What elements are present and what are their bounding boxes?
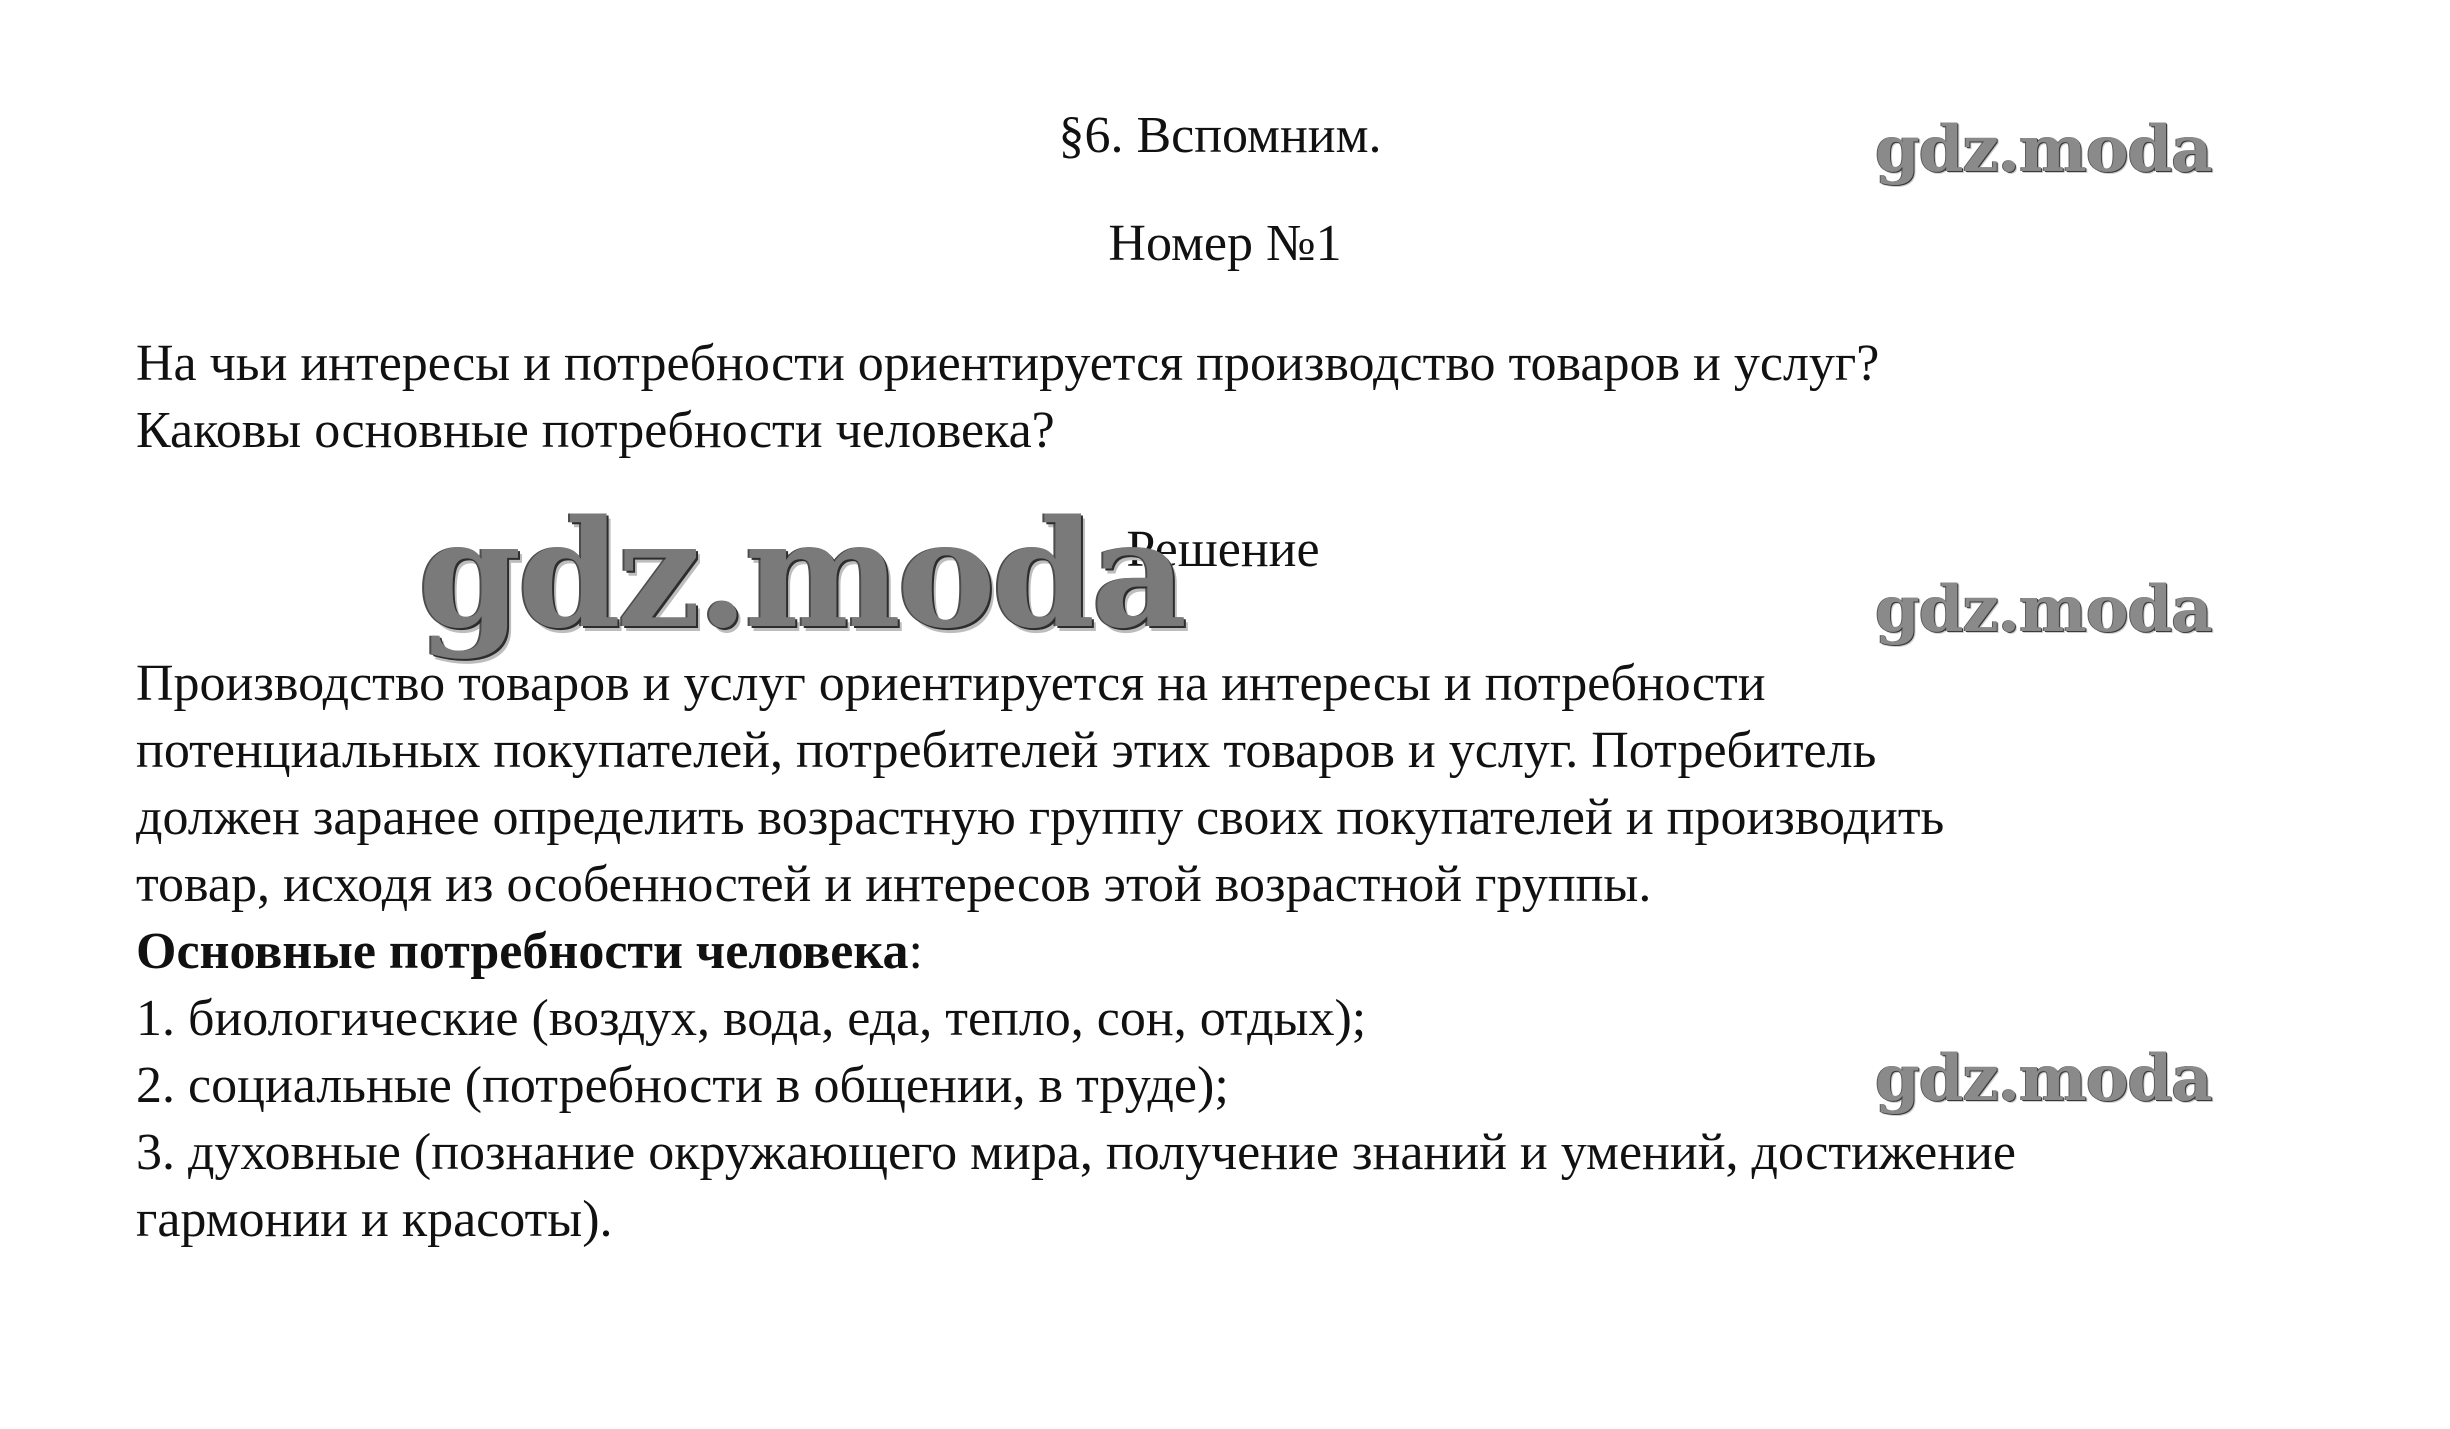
answer-text — [136, 650, 2366, 1253]
question-line: На чьи интересы и потребности ориентируется производство товаров и услуг? — [136, 335, 1880, 392]
needs-heading: Основные потребности человека — [136, 923, 909, 980]
needs-heading-colon: : — [908, 923, 923, 980]
answer-line: должен заранее определить возрастную группу своих покупателей и производить — [136, 789, 1945, 846]
answer-line: потенциальных покупателей, потребителей этих товаров и услуг. Потребитель — [136, 722, 1877, 779]
solution-title: Решение — [1126, 521, 1320, 578]
needs-list-item: 1. биологические (воздух, вода, еда, тепло, сон, отдых); — [136, 990, 1367, 1047]
needs-heading-line — [136, 918, 2366, 985]
watermark-logo-large: gdz.moda — [418, 487, 1184, 661]
watermark-logo: gdz.moda — [1875, 112, 2212, 187]
watermark-logo: gdz.moda — [1875, 572, 2212, 647]
watermark-logo: gdz.moda — [1875, 1041, 2212, 1116]
exercise-number-title: Номер №1 — [1108, 215, 1342, 272]
needs-list-item: гармонии и красоты). — [136, 1191, 613, 1248]
question-line: Каковы основные потребности человека? — [136, 402, 1055, 459]
needs-list-item: 3. духовные (познание окружающего мира, получение знаний и умений, достижение — [136, 1124, 2016, 1181]
answer-line: товар, исходя из особенностей и интересов этой возрастной группы. — [136, 856, 1652, 913]
section-title: §6. Вспомним. — [1058, 107, 1382, 164]
needs-list-item: 2. социальные (потребности в общении, в труде); — [136, 1057, 1229, 1114]
question-text — [136, 330, 2366, 464]
answer-line: Производство товаров и услуг ориентируется на интересы и потребности — [136, 655, 1766, 712]
